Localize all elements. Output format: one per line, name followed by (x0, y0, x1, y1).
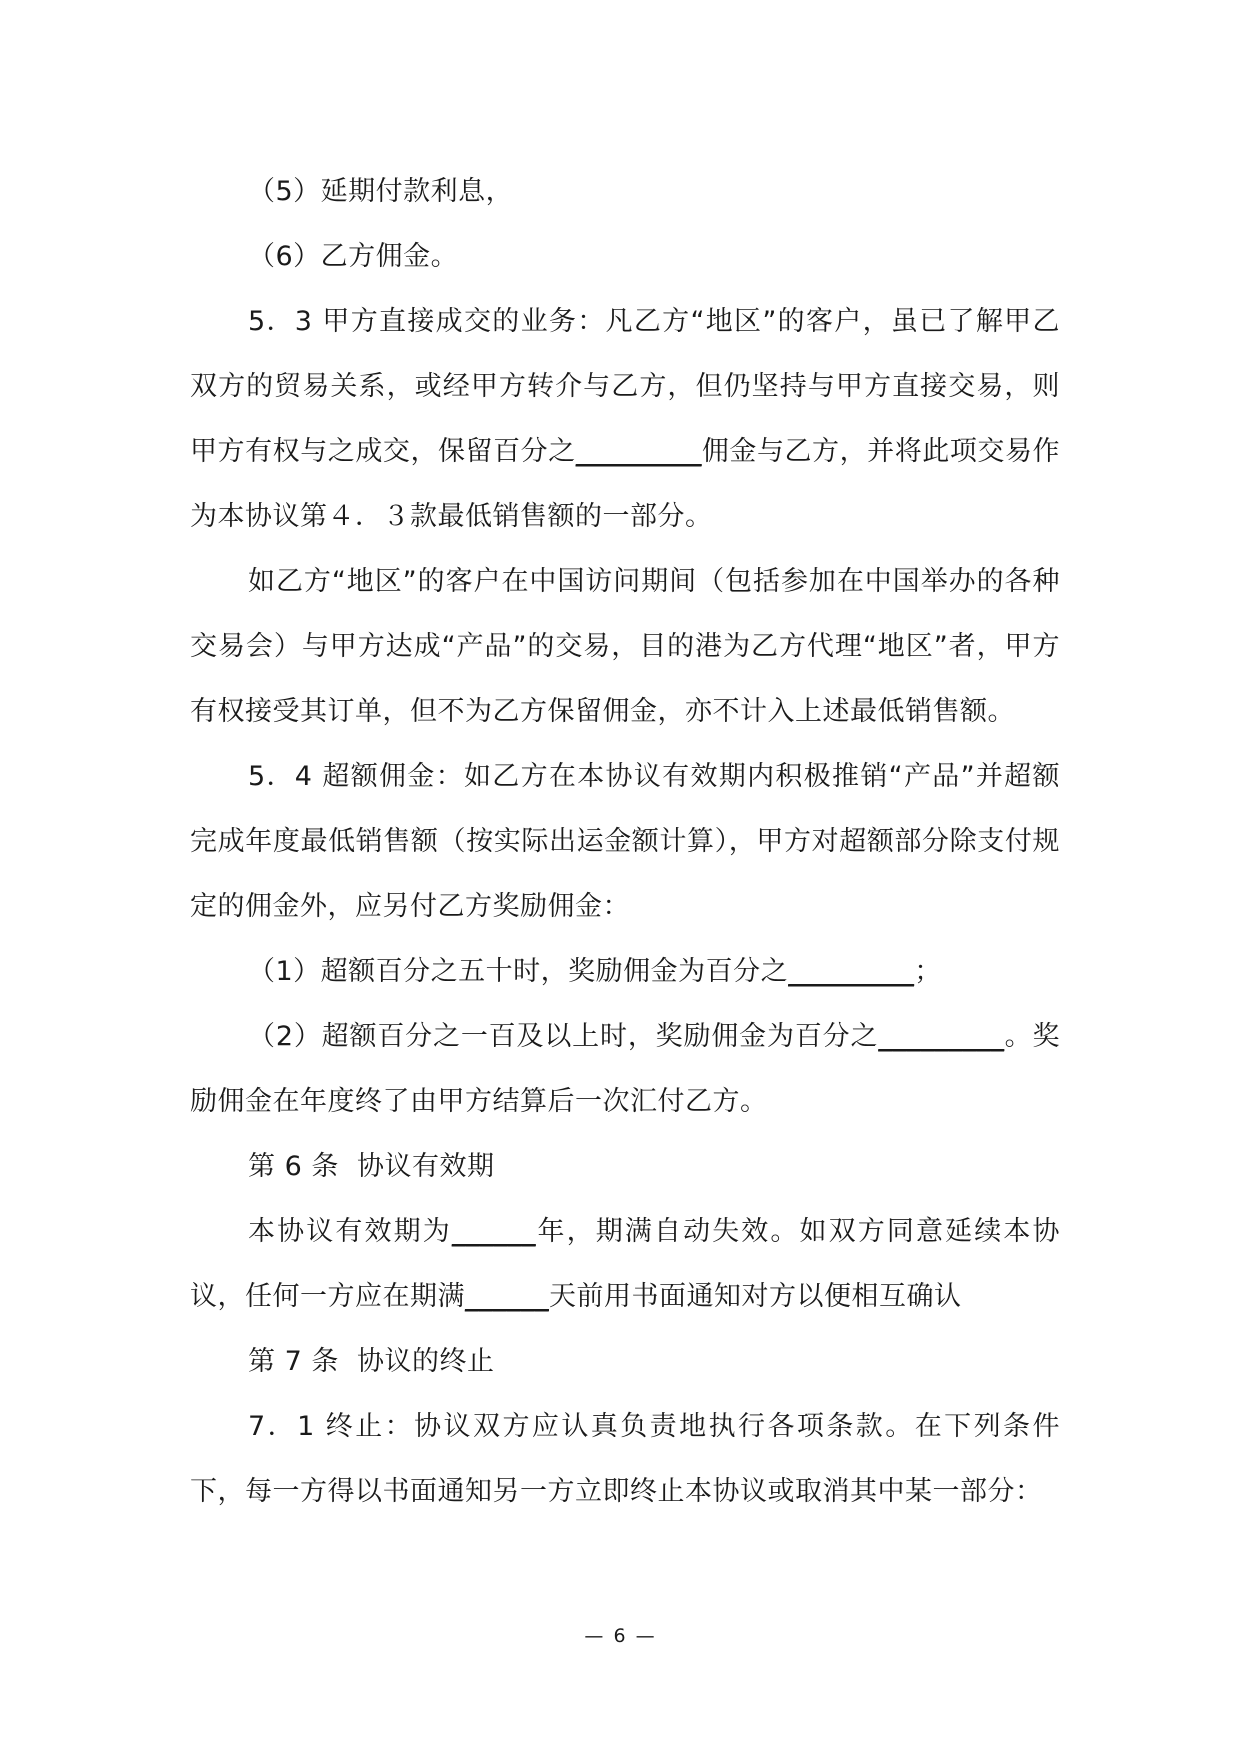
paragraph-text: 第 7 条 协议的终止 (248, 1346, 495, 1377)
fill-in-blank: _________ (788, 956, 915, 987)
paragraph (190, 1199, 1060, 1329)
fill-in-blank: _________ (878, 1021, 1005, 1052)
fill-in-blank: ______ (451, 1216, 536, 1247)
page-number: — 6 — (584, 1625, 657, 1647)
paragraph-text: 本协议有效期为 (248, 1216, 452, 1247)
paragraph (190, 939, 1060, 1004)
paragraph-text: 7．1 终止：协议双方应认真负责地执行各项条款。在下列条件下，每一方得以书面通知另一方立即终止本协议或取消其中某一部分： (190, 1411, 1060, 1507)
paragraph-text: 第 6 条 协议有效期 (248, 1151, 495, 1182)
paragraph (190, 1329, 1060, 1394)
paragraph (190, 1134, 1060, 1199)
paragraph (190, 549, 1060, 744)
paragraph-text: 天前用书面通知对方以便相互确认 (549, 1281, 962, 1312)
paragraph-text: 年，期满自动失效。如双方同意延续本协议，任何一方应在期满 (190, 1216, 1061, 1312)
paragraph (190, 289, 1060, 549)
paragraph (190, 224, 1060, 289)
paragraph (190, 159, 1060, 224)
paragraph (190, 1004, 1060, 1134)
paragraph-text: （2）超额百分之一百及以上时，奖励佣金为百分之 (248, 1021, 879, 1052)
paragraph-text: 。奖励佣金在年度终了由甲方结算后一次汇付乙方。 (190, 1021, 1060, 1117)
fill-in-blank: _________ (575, 436, 702, 467)
paragraph (190, 1394, 1060, 1524)
paragraph (190, 744, 1060, 939)
paragraph-text: 如乙方“地区”的客户在中国访问期间（包括参加在中国举办的各种交易会）与甲方达成“产品”的交易，目的港为乙方代理“地区”者，甲方有权接受其订单，但不为乙方保留佣金，亦不计入上述最低销售额。 (190, 566, 1060, 727)
fill-in-blank: ______ (465, 1281, 549, 1312)
paragraph-text: 5．3 甲方直接成交的业务：凡乙方“地区”的客户，虽已了解甲乙双方的贸易关系，或经甲方转介与乙方，但仍坚持与甲方直接交易，则甲方有权与之成交，保留百分之 (190, 306, 1060, 467)
paragraph-text: （1）超额百分之五十时，奖励佣金为百分之 (248, 956, 789, 987)
document-body (190, 159, 1060, 1524)
paragraph-text: 5．4 超额佣金：如乙方在本协议有效期内积极推销“产品”并超额完成年度最低销售额（按实际出运金额计算），甲方对超额部分除支付规定的佣金外，应另付乙方奖励佣金： (190, 761, 1060, 922)
paragraph-text: （5）延期付款利息， (248, 176, 514, 207)
paragraph-text: 佣金与乙方，并将此项交易作为本协议第４．３款最低销售额的一部分。 (190, 436, 1061, 532)
paragraph-text: （6）乙方佣金。 (248, 241, 459, 272)
paragraph-text: ； (914, 956, 942, 987)
